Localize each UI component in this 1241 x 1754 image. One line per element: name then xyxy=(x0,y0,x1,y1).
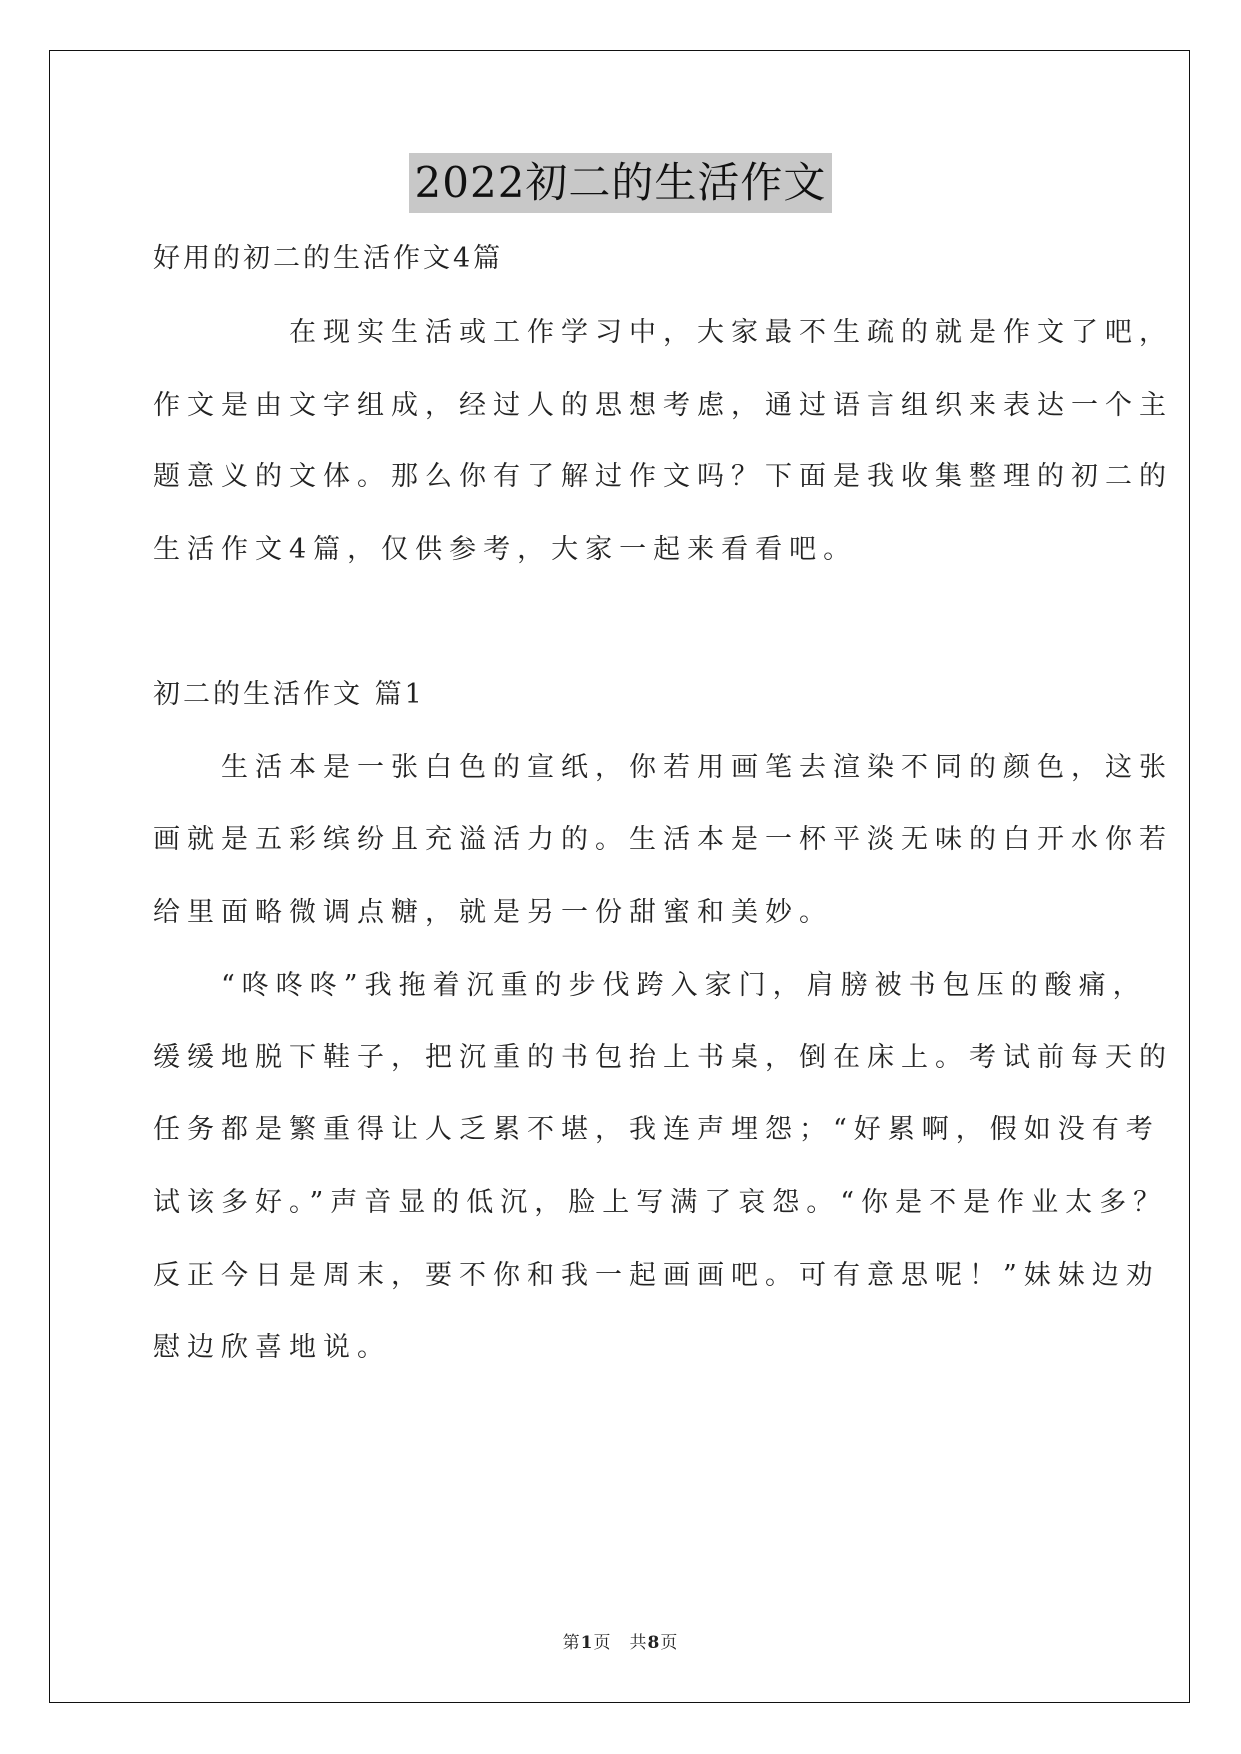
page-total: 8 xyxy=(647,1633,661,1653)
page-border xyxy=(49,50,1190,1703)
intro-line-2: 作文是由文字组成，经过人的思想考虑，通过语言组织来表达一个主 xyxy=(153,390,1173,421)
intro-line-3: 题意义的文体。那么你有了解过作文吗？下面是我收集整理的初二的 xyxy=(153,461,1173,492)
document-subtitle: 好用的初二的生活作文4篇 xyxy=(153,243,504,274)
para2-line-4: 试该多好。”声音显的低沉，脸上写满了哀怨。“你是不是作业太多？ xyxy=(153,1187,1168,1218)
para1-line-1: 生活本是一张白色的宣纸，你若用画笔去渲染不同的颜色，这张 xyxy=(153,752,1173,783)
para2-line-6: 慰边欣喜地说。 xyxy=(153,1332,391,1363)
title-container xyxy=(0,153,1241,213)
page-number: 1 xyxy=(580,1633,594,1653)
page-suffix: 页 xyxy=(660,1633,679,1653)
section-heading: 初二的生活作文 篇1 xyxy=(153,679,425,710)
page-prefix: 第 xyxy=(562,1633,581,1653)
page-footer xyxy=(0,1628,1241,1653)
intro-line-4: 生活作文4篇，仅供参考，大家一起来看看吧。 xyxy=(153,534,858,565)
para2-line-1: “咚咚咚”我拖着沉重的步伐跨入家门，肩膀被书包压的酸痛， xyxy=(153,970,1147,1001)
page-mid: 页 共 xyxy=(593,1633,648,1653)
para2-line-2: 缓缓地脱下鞋子，把沉重的书包抬上书桌，倒在床上。考试前每天的 xyxy=(153,1042,1173,1073)
intro-line-1: 在现实生活或工作学习中，大家最不生疏的就是作文了吧， xyxy=(153,317,1173,348)
para1-line-2: 画就是五彩缤纷且充溢活力的。生活本是一杯平淡无味的白开水你若 xyxy=(153,824,1173,855)
para2-line-5: 反正今日是周末，要不你和我一起画画吧。可有意思呢！”妹妹边劝 xyxy=(153,1260,1160,1291)
para2-line-3: 任务都是繁重得让人乏累不堪，我连声埋怨；“好累啊，假如没有考 xyxy=(153,1114,1160,1145)
document-title: 2022初二的生活作文 xyxy=(409,153,833,213)
para1-line-3: 给里面略微调点糖，就是另一份甜蜜和美妙。 xyxy=(153,897,833,928)
